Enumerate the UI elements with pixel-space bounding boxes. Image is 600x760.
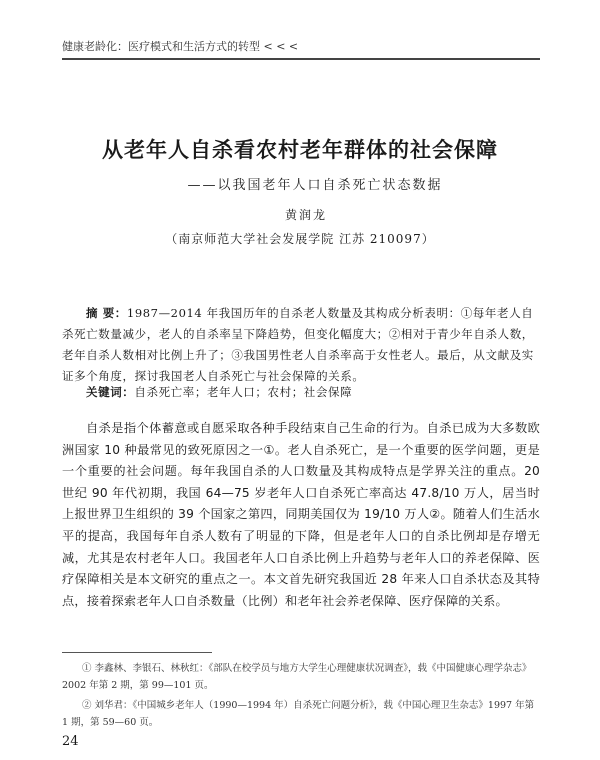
keywords-label: 关键词： [86,385,135,399]
article-subtitle: ——以我国老年人口自杀死亡状态数据 [187,178,443,193]
header-rule [62,58,540,60]
author-name: 黄润龙 [284,208,327,222]
article-title: 从老年人自杀看农村老年群体的社会保障 [102,137,498,162]
abstract-label: 摘 要： [86,306,127,320]
body-paragraph: 自杀是指个体蓄意或自愿采取各种手段结束自己生命的行为。自杀已成为大多数欧洲国家 10 种最常见的致死原因之一①。老人自杀死亡，是一个重要的医学问题，更是一个重要的社会问题。每年我国自杀的人口数量及其构成特点是学界关注的重点。20 世纪 90 年代初期，我国 64—75 岁老年人口自杀死亡率高达 47.8/10 万人，居当时上报世界卫生组织的 39 个国家之第四，同期美国仅为 19/10 万人②。随着人们生活水平的提高，我国每年自杀人数有了明显的下降，但是老年人口的自杀比例却是存增无减，尤其是农村老年人口。我国老年人口自杀比例上升趋势与老年人口的养老保障、医疗保障相关是本文研究的重点之一。本文首先研究我国近 28 年来人口自杀状态及其特点，接着探索老年人口自杀数量（比例）和老年社会养老保障、医疗保障的关系。 [62,421,540,608]
abstract [62,303,540,387]
abstract-text: 1987—2014 年我国历年的自杀老人数量及其构成分析表明：①每年老人自杀死亡数量减少，老人的自杀率呈下降趋势，但变化幅度大；②相对于青少年自杀人数，老年自杀人数相对比例上升了；③我国男性老人自杀率高于女性老人。最后，从文献及实证多个角度，探讨我国老人自杀死亡与社会保障的关系。 [62,306,534,383]
running-head: 健康老龄化：医疗模式和生活方式的转型 < < < [62,40,299,53]
keywords [62,382,540,403]
page-number: 24 [62,734,79,749]
author-affiliation: （南京师范大学社会发展学院 江苏 210097） [165,232,435,246]
footnote-rule [62,652,212,653]
footnote-1: ① 李鑫林、李银石、林秋红：《部队在校学员与地方大学生心理健康状况调查》，载《中国健康心理学杂志》2002 年第 2 期，第 99—101 页。 [62,663,532,691]
footnote-2: ② 刘华君：《中国城乡老年人（1990—1994 年）自杀死亡问题分析》，载《中国心理卫生杂志》1997 年第 1 期，第 59—60 页。 [62,700,535,728]
keywords-text: 自杀死亡率；老年人口；农村；社会保障 [134,385,353,399]
